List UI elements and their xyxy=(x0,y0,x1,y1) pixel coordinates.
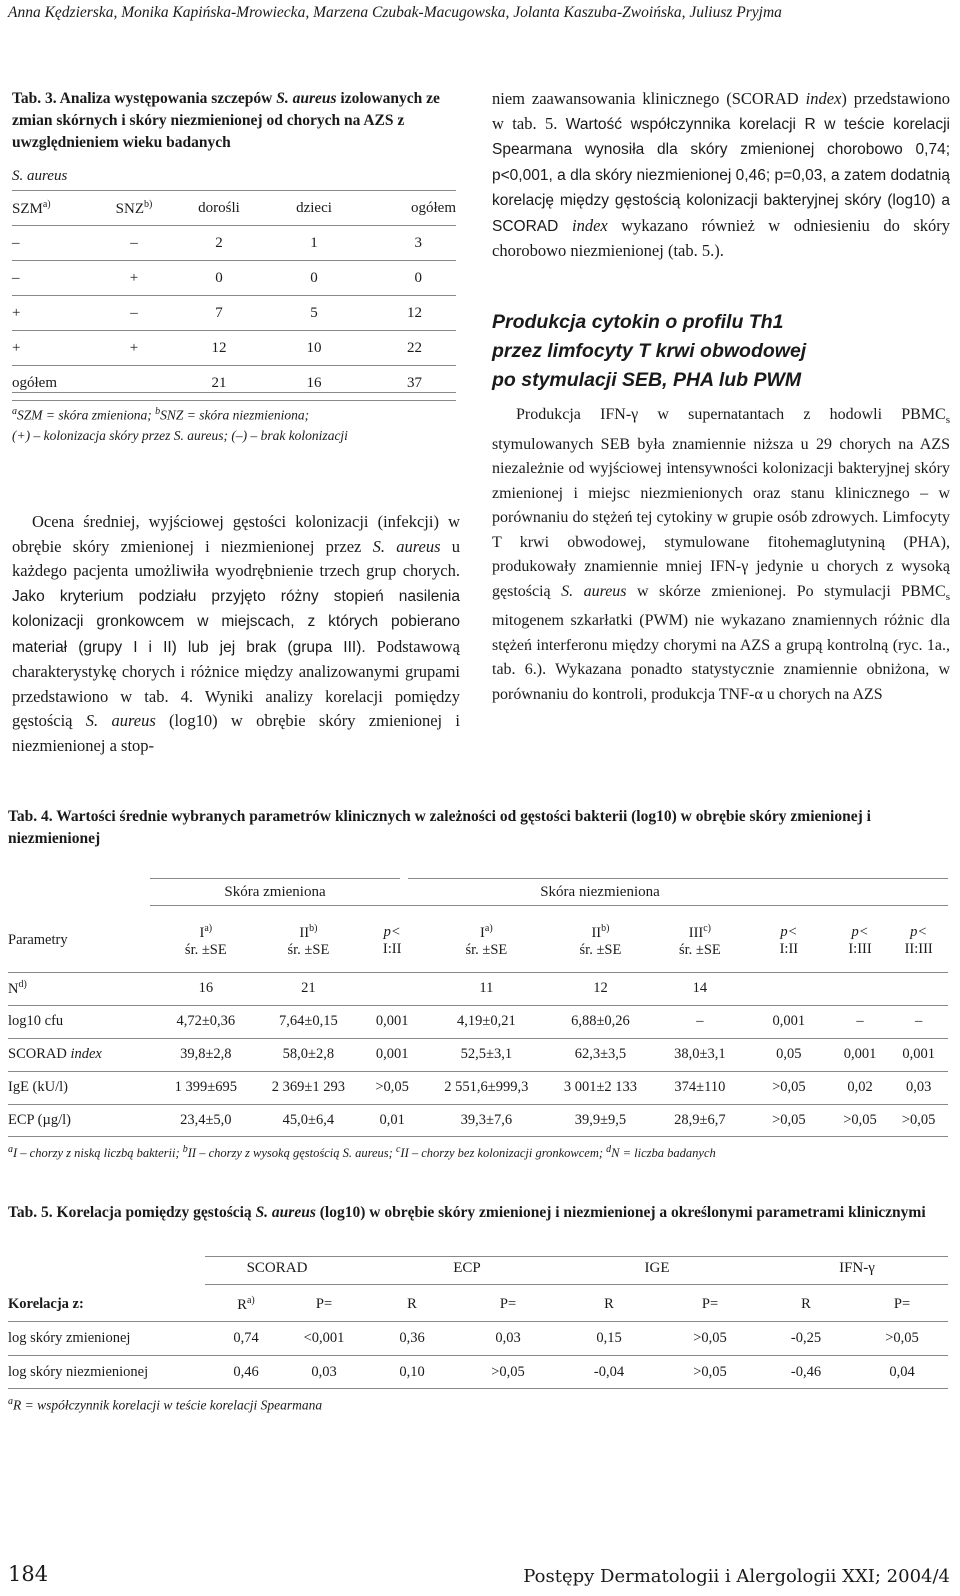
right-paragraph: niem zaawansowania klinicznego (SCORAD index) przedstawiono w tab. 5. Wartość współczynnika korelacji R w teście korelacji Spearmana wynosiła dla skóry zmienionej chorobowo 0,74; p<0,001, a dla skóry niezmienionej 0,46; p=0,03, a zatem dodatnią korelację między gęstością kolonizacji bakteryjnej skóry (log10) a SCORAD index wykazano również w odniesieniu do skóry chorobowo niezmienionej (tab. 5.). xyxy=(492,89,950,260)
tab5-caption: Tab. 5. Korelacja pomiędzy gęstością S. aureus (log10) w obrębie skóry zmienionej i niezmienionej a określonymi parametrami klinicznymi xyxy=(8,1204,926,1221)
tab5-header-label: Korelacja z: xyxy=(8,1288,206,1322)
tab4-rule-sub xyxy=(150,905,948,906)
tab4-header-p1: p< I:II xyxy=(360,910,425,972)
tab4-rule-changed xyxy=(150,878,400,879)
tab4-header-II: II$^{b)}$ śr. ±SE xyxy=(257,910,360,972)
tab5-group-scorad: SCORAD xyxy=(246,1260,308,1276)
table-row: log skóry zmienionej 0,74 <0,001 0,36 0,03 0,15 >0,05 -0,25 >0,05 xyxy=(8,1322,948,1356)
tab4-group-changed: Skóra zmieniona xyxy=(224,884,326,900)
tab5-bottom-rule xyxy=(8,1388,948,1389)
table-row: + – 7 5 12 xyxy=(12,296,456,331)
table-row: $N^{d)}$ 16 21 11 12 14 xyxy=(8,972,948,1005)
tab3-group-label: S. aureus xyxy=(12,162,456,191)
tab4-header-III: III$^{c)}$ śr. ±SE xyxy=(653,910,747,972)
table-row: SCORAD index 39,8±2,8 58,0±2,8 0,001 52,5±3,1 62,3±3,5 38,0±3,1 0,05 0,001 0,001 xyxy=(8,1038,948,1071)
table-row: – + 0 0 0 xyxy=(12,261,456,296)
table-row: log skóry niezmienionej 0,46 0,03 0,10 >0,05 -0,04 >0,05 -0,46 0,04 xyxy=(8,1364,915,1380)
tab4-table xyxy=(8,910,948,1137)
tab4-rule-unchanged xyxy=(408,878,948,879)
tab5-group-ecp: ECP xyxy=(453,1260,481,1276)
tab4-header-II2: II$^{b)}$ śr. ±SE xyxy=(548,910,653,972)
tab3-table xyxy=(12,162,456,401)
table-row: IgE (kU/l) 1 399±695 2 369±1 293 >0,05 2 551,6±999,3 3 001±2 133 374±110 >0,05 0,02 0,03 xyxy=(8,1071,948,1104)
table-row: – – 2 1 3 xyxy=(12,226,456,261)
tab4-header-p2: p< I:II xyxy=(747,910,831,972)
tab5-group-ige: IGE xyxy=(644,1260,670,1276)
tab5-rule-sub xyxy=(205,1284,948,1285)
table-row: + + 12 10 22 xyxy=(12,331,456,366)
tab5-group-ifn: IFN-γ xyxy=(839,1260,875,1276)
tab4-group-unchanged: Skóra niezmieniona xyxy=(540,884,660,900)
tab3-header-adults: dorośli xyxy=(164,191,274,226)
table-row: ECP (µg/l) 23,4±5,0 45,0±6,4 0,01 39,3±7,6 39,9±9,5 28,9±6,7 >0,05 >0,05 >0,05 xyxy=(8,1112,936,1128)
running-header: Anna Kędzierska, Monika Kapińska-Mrowiecka, Marzena Czubak-Macugowska, Jolanta Kaszuba-Zwoińska, Juliusz Pryjma xyxy=(8,4,782,21)
tab4-note: $^a$I – chorzy z niską liczbą bakterii; $^b$II – chorzy z wysoką gęstością S. aureus; $^c$II – chorzy bez kolonizacji gronkowcem; $^d$N = liczba badanych xyxy=(8,1144,716,1161)
table-row: log10 cfu 4,72±0,36 7,64±0,15 0,001 4,19±0,21 6,88±0,26 – 0,001 – – xyxy=(8,1005,948,1038)
tab3-bottom-rule xyxy=(12,392,456,393)
tab3-note: $^a$SZM = skóra zmieniona; $^b$SNZ = skóra niezmieniona; (+) – kolonizacja skóry przez S. aureus; (–) – brak kolonizacji xyxy=(12,406,348,443)
tab3-header-snz: SNZ$^{b)}$ xyxy=(104,191,164,226)
tab3-header-total: ogółem xyxy=(354,191,456,226)
left-paragraph: Ocena średniej, wyjściowej gęstości kolonizacji (infekcji) w obrębie skóry zmienionej i niezmienionej przez S. aureus u każdego pacjenta umożliwiła wyodrębnienie trzech grup chorych. Jako kryterium podziału przyjęto różny stopień nasilenia kolonizacji gronkowcem w miejscach, z których pobierano materiał (grupy I i II) lub jej brak (grupa III). Podstawową charakterystykę chorych i różnice między analizowanymi grupami przedstawiono w tab. 4. Wyniki analizy korelacji pomiędzy gęstością S. aureus (log10) w obrębie skóry zmienionej i niezmienionej a stop- xyxy=(12,512,461,755)
tab4-header-p3: p< I:III xyxy=(831,910,890,972)
tab5-note: $^a$R = współczynnik korelacji w teście korelacji Spearmana xyxy=(8,1396,323,1413)
table-row: ogółem 21 16 37 xyxy=(12,366,456,401)
page-number: 184 xyxy=(8,1562,49,1586)
section-heading: Produkcja cytokin o profilu Th1 przez limfocyty T krwi obwodowej po stymulacji SEB, PHA lub PWM xyxy=(492,311,807,391)
tab4-header-I: $I^{a)}$ śr. ±SE xyxy=(155,910,258,972)
tab5-rule-top xyxy=(205,1256,948,1257)
journal-footer: Postępy Dermatologii i Alergologii XXI; 2004/4 xyxy=(523,1566,950,1587)
tab3-header-szm: SZM$^{a)}$ xyxy=(12,191,104,226)
tab3-caption-organism: S. aureus xyxy=(276,90,337,107)
tab4-bottom-rule xyxy=(8,1136,948,1137)
tab3-caption-rest: izolowanych ze zmian skórnych i skóry niezmienionej od chorych na AZS z uwzględnieniem wieku badanych xyxy=(12,90,440,151)
tab4-header-I2: $I^{a)}$ śr. ±SE xyxy=(425,910,549,972)
tab3-header-children: dzieci xyxy=(274,191,354,226)
cytokine-paragraph: Produkcja IFN-γ w supernatantach z hodowli $PBMC_s$ stymulowanych SEB była znamiennie niższa u 29 chorych na AZS niezależnie od wyjściowej intensywności kolonizacji bakteryjnej skóry zmienionej i miejsc niezmienionych oraz stanu klinicznego – w porównaniu do stężeń tej cytokiny w grupie osób zdrowych. Limfocyty T krwi obwodowej, stymulowane fitohemaglutyniną (PHA), produkowały znamiennie mniej IFN-γ jedynie u chorych z wysoką gęstością S. aureus w skórze zmienionej. Po stymulacji $PBMC_s$ mitogenem szkarłatki (PWM) nie wykazano znamiennych różnic dla stężeń interferonu między chorymi na AZS a grupą kontrolną (ryc. 1a., tab. 6.). Wykazana ponadto statystycznie znamiennie obniżona, w porównaniu do kontroli, produkcja TNF-α u chorych na AZS xyxy=(492,406,950,703)
tab4-header-params: Parametry xyxy=(8,910,155,972)
tab3-caption-prefix: Tab. 3. Analiza występowania szczepów xyxy=(12,90,277,107)
tab5-table: Korelacja z: $R^{a)}$ P= R P= R P= R P= log skóry zmienionej 0,74 <0,001 0,36 0,03 0,15 >0,05 -0,25 >0,05 log skóry niezmienionej 0,46 0,03 0,10 >0,05 -0,04 >0,05 -0,46 0,04 xyxy=(8,1288,948,1389)
tab4-caption: Tab. 4. Wartości średnie wybranych parametrów klinicznych w zależności od gęstości bakterii (log10) w obrębie skóry zmienionej i niezmienionej xyxy=(8,808,871,847)
tab4-header-p4: p< II:III xyxy=(889,910,948,972)
tab3-caption xyxy=(12,88,468,154)
